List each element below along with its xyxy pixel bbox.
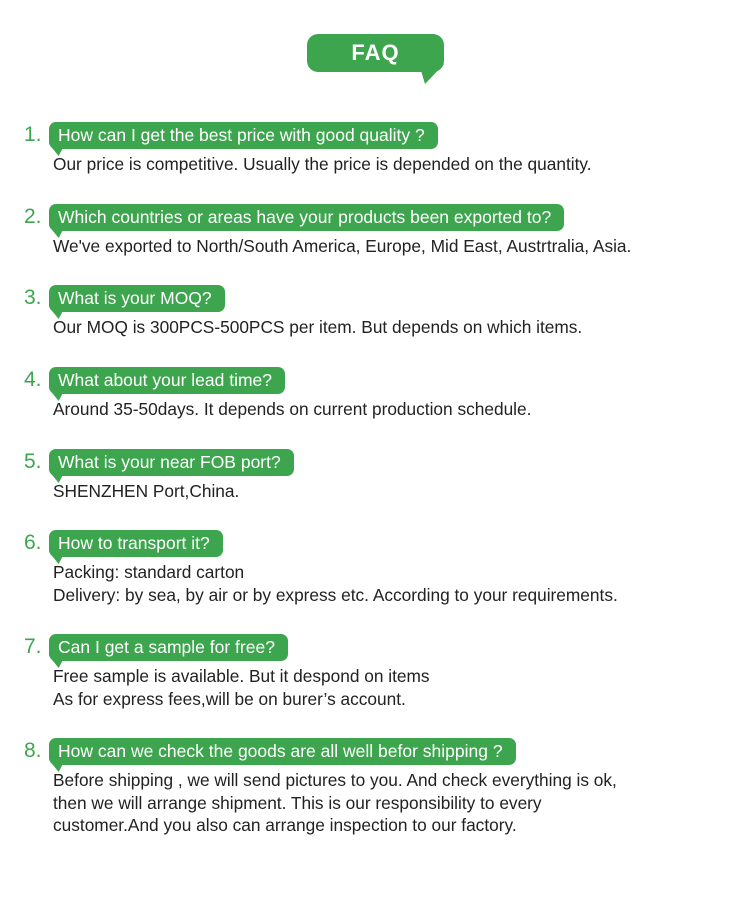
faq-item-4 (24, 366, 734, 421)
question-row (24, 633, 734, 663)
question-row (24, 737, 734, 767)
answer-line: then we will arrange shipment. This is our responsibility to every (53, 792, 542, 813)
question-label: What is your near FOB port? (49, 449, 294, 476)
answer-line: Our price is competitive. Usually the price is depended on the quantity. (53, 154, 592, 174)
question-label: How to transport it? (49, 530, 223, 557)
faq-title: FAQ (307, 34, 444, 72)
answer-line: Around 35-50days. It depends on current production schedule. (53, 399, 532, 419)
answer-text (53, 665, 734, 710)
answer-text (53, 480, 734, 503)
faq-item-7 (24, 633, 734, 710)
answer-line: Before shipping , we will send pictures to you. And check everything is ok, (53, 770, 617, 790)
question-label: Which countries or areas have your products been exported to? (49, 204, 564, 231)
question-row (24, 121, 734, 151)
answer-line: We've exported to North/South America, Europe, Mid East, Austrtralia, Asia. (53, 236, 632, 256)
answer-line: Our MOQ is 300PCS-500PCS per item. But depends on which items. (53, 317, 583, 337)
answer-text (53, 398, 734, 421)
answer-line: customer.And you also can arrange inspection to our factory. (53, 815, 517, 835)
question-number: 6. (24, 531, 42, 554)
question-label: Can I get a sample for free? (49, 634, 288, 661)
answer-line: Free sample is available. But it despond on items (53, 666, 430, 686)
question-number: 2. (24, 205, 42, 228)
answer-text (53, 153, 734, 176)
question-label: What about your lead time? (49, 367, 285, 394)
answer-text (53, 316, 734, 339)
faq-item-6 (24, 529, 734, 606)
answer-text (53, 769, 734, 837)
question-number: 4. (24, 368, 42, 391)
question-number: 3. (24, 286, 42, 309)
question-row (24, 203, 734, 233)
question-row (24, 448, 734, 478)
question-number: 1. (24, 123, 42, 146)
question-row (24, 366, 734, 396)
answer-line: Packing: standard carton (53, 562, 245, 582)
faq-item-8 (24, 737, 734, 837)
answer-text (53, 235, 734, 258)
question-label: What is your MOQ? (49, 285, 225, 312)
question-number: 5. (24, 450, 42, 473)
faq-item-2 (24, 203, 734, 258)
question-label: How can we check the goods are all well befor shipping ? (49, 738, 516, 765)
question-row (24, 529, 734, 559)
question-row (24, 284, 734, 314)
faq-item-1 (24, 121, 734, 176)
question-number: 7. (24, 635, 42, 658)
answer-line: Delivery: by sea, by air or by express etc. According to your requirements. (53, 584, 618, 605)
faq-item-3 (24, 284, 734, 339)
question-number: 8. (24, 739, 42, 762)
question-label: How can I get the best price with good quality ? (49, 122, 438, 149)
faq-header (307, 34, 444, 84)
faq-item-5 (24, 448, 734, 503)
answer-line: As for express fees,will be on burer’s account. (53, 688, 406, 709)
answer-line: SHENZHEN Port,China. (53, 481, 240, 501)
answer-text (53, 561, 734, 606)
